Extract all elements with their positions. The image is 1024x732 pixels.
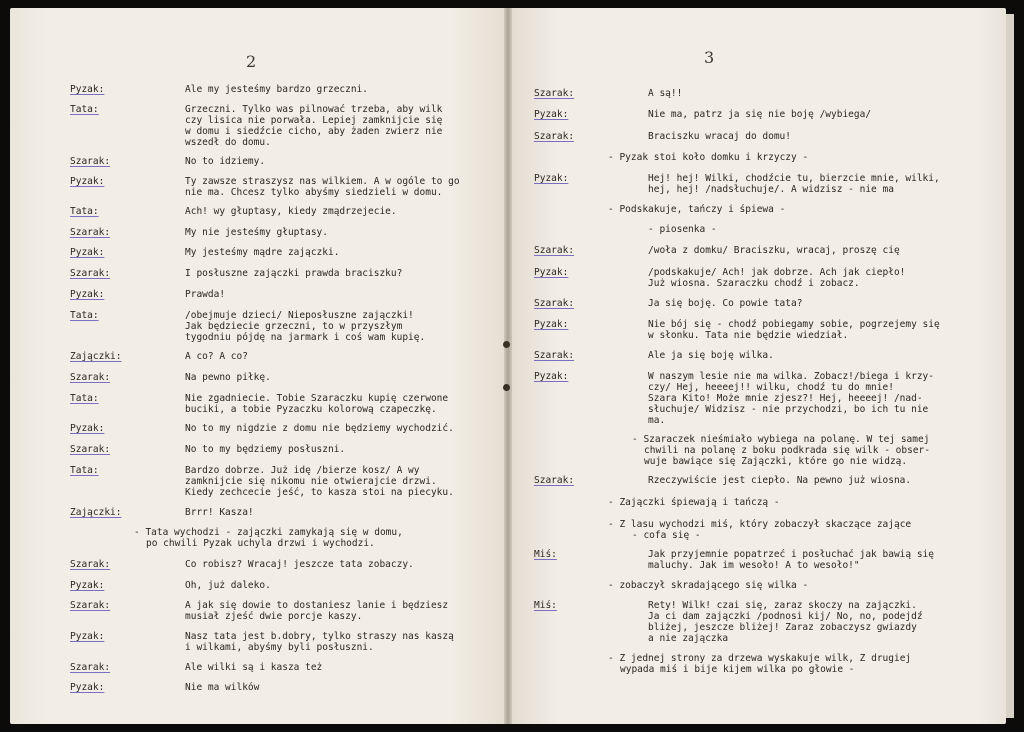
- dialogue-line: /obejmuje dzieci/ Nieposłuszne zajączki!: [185, 310, 414, 321]
- staple-hole: [503, 341, 510, 348]
- dialogue-line: i wilkami, abyśmy byli posłuszni.: [185, 642, 374, 653]
- dialogue-line: buciki, a tobie Pyzaczku kolorową czapeczkę.: [185, 404, 437, 415]
- dialogue-line: Na pewno piłkę.: [185, 372, 271, 383]
- stage-direction: po chwili Pyzak uchyla drzwi i wychodzi.: [146, 538, 375, 549]
- dialogue-line: Prawda!: [185, 289, 226, 300]
- dialogue-line: Ja się boję. Co powie tata?: [648, 298, 803, 309]
- speaker-label: Szarak:: [70, 559, 111, 570]
- dialogue-line: Bardzo dobrze. Już idę /bierze kosz/ A wy: [185, 465, 420, 476]
- stage-direction: - Pyzak stoi koło domku i krzyczy -: [608, 152, 809, 163]
- dialogue-line: Nie zgadniecie. Tobie Szaraczku kupię czerwone: [185, 393, 449, 404]
- speaker-label: Szarak:: [70, 372, 111, 383]
- dialogue-line: Kiedy zechcecie jeść, to kasza stoi na piecyku.: [185, 487, 454, 498]
- dialogue-line: Nasz tata jest b.dobry, tylko straszy nas kaszą: [185, 631, 454, 642]
- stage-direction: - Podskakuje, tańczy i śpiewa -: [608, 204, 786, 215]
- book-gutter: [504, 8, 512, 724]
- dialogue-line: Ale wilki są i kasza też: [185, 662, 323, 673]
- stage-direction: - Szaraczek nieśmiało wybiega na polanę. W tej samej: [632, 434, 930, 445]
- dialogue-line: Nie ma, patrz ja się nie boję /wybiega/: [648, 109, 872, 120]
- page-number: 3: [704, 48, 715, 67]
- speaker-label: Szarak:: [70, 268, 111, 279]
- stage-direction: - cofa się -: [632, 530, 701, 541]
- dialogue-line: Ach! wy głuptasy, kiedy zmądrzejecie.: [185, 206, 397, 217]
- speaker-label: Pyzak:: [534, 319, 569, 330]
- dialogue-line: Rety! Wilk! czai się, zaraz skoczy na zajączki.: [648, 600, 917, 611]
- dialogue-line: My nie jesteśmy głuptasy.: [185, 227, 328, 238]
- speaker-label: Szarak:: [534, 245, 575, 256]
- dialogue-line: A jak się dowie to dostaniesz lanie i będziesz: [185, 600, 449, 611]
- dialogue-line: Jak będziecie grzeczni, to w przyszłym: [185, 321, 403, 332]
- speaker-label: Pyzak:: [70, 176, 105, 187]
- dialogue-line: czy/ Hej, heeeej!! wilku, chodź tu do mnie!: [648, 382, 894, 393]
- dialogue-line: Ty zawsze straszysz nas wilkiem. A w ogóle to go: [185, 176, 460, 187]
- dialogue-line: bliżej, jeszcze bliżej! Zaraz zobaczysz gwiazdy: [648, 622, 917, 633]
- stage-direction: chwili na polanę z boku podkrada się wilk - obser-: [644, 445, 930, 456]
- dialogue-line: czy lisica nie porwała. Lepiej zamknijcie się: [185, 115, 443, 126]
- dialogue-line: /podskakuje/ Ach! jak dobrze. Ach jak ciepło!: [648, 267, 906, 278]
- dialogue-line: A co? A co?: [185, 351, 248, 362]
- speaker-label: Pyzak:: [70, 423, 105, 434]
- dialogue-line: /woła z domku/ Braciszku, wracaj, proszę cię: [648, 245, 900, 256]
- dialogue-line: nie ma. Chcesz tylko abyśmy siedzieli w domu.: [185, 187, 443, 198]
- dialogue-line: No to my nigdzie z domu nie będziemy wychodzić.: [185, 423, 454, 434]
- right-page: [510, 8, 1006, 724]
- dialogue-line: maluchy. Jak im wesoło! A to wesoło!": [648, 560, 860, 571]
- speaker-label: Pyzak:: [70, 84, 105, 95]
- speaker-label: Miś:: [534, 600, 557, 611]
- speaker-label: Tata:: [70, 465, 99, 476]
- staple-hole: [503, 384, 510, 391]
- stage-direction: - Z lasu wychodzi miś, który zobaczył skaczące zające: [608, 519, 912, 530]
- speaker-label: Pyzak:: [70, 289, 105, 300]
- page-stack-edge: [1006, 14, 1014, 718]
- speaker-label: Zajączki:: [70, 351, 122, 362]
- speaker-label: Szarak:: [534, 88, 575, 99]
- dialogue-line: słuchuje/ Widzisz - nie przychodzi, bo ich tu nie: [648, 404, 929, 415]
- speaker-label: Pyzak:: [70, 580, 105, 591]
- speaker-label: Pyzak:: [70, 247, 105, 258]
- dialogue-line: tygodniu pójdę na jarmark i coś wam kupię.: [185, 332, 426, 343]
- speaker-label: Tata:: [70, 104, 99, 115]
- stage-direction: - Tata wychodzi - zajączki zamykają się w domu,: [134, 527, 403, 538]
- dialogue-line: A są!!: [648, 88, 683, 99]
- speaker-label: Pyzak:: [534, 371, 569, 382]
- dialogue-line: Braciszku wracaj do domu!: [648, 131, 791, 142]
- dialogue-line: wszedł do domu.: [185, 137, 271, 148]
- speaker-label: Pyzak:: [534, 109, 569, 120]
- speaker-label: Szarak:: [70, 156, 111, 167]
- speaker-label: Miś:: [534, 549, 557, 560]
- dialogue-line: w słonku. Tata nie będzie wiedział.: [648, 330, 849, 341]
- dialogue-line: ma.: [648, 415, 666, 426]
- dialogue-line: Nie bój się - chodź pobiegamy sobie, pogrzejemy się: [648, 319, 940, 330]
- page-number: 2: [246, 52, 257, 71]
- stage-direction: - piosenka -: [648, 224, 717, 235]
- speaker-label: Szarak:: [534, 298, 575, 309]
- dialogue-line: No to my będziemy posłuszni.: [185, 444, 346, 455]
- dialogue-line: No to idziemy.: [185, 156, 266, 167]
- dialogue-line: Co robisz? Wracaj! jeszcze tata zobaczy.: [185, 559, 414, 570]
- speaker-label: Szarak:: [534, 350, 575, 361]
- speaker-label: Szarak:: [70, 227, 111, 238]
- speaker-label: Tata:: [70, 393, 99, 404]
- stage-direction: wypada miś i bije kijem wilka po głowie -: [620, 664, 855, 675]
- speaker-label: Szarak:: [70, 600, 111, 611]
- dialogue-line: Nie ma wilków: [185, 682, 260, 693]
- speaker-label: Pyzak:: [70, 631, 105, 642]
- dialogue-line: Szara Kito! Może mnie zjesz?! Hej, heeeej! /nad-: [648, 393, 923, 404]
- dialogue-line: musiał zjeść dwie porcje kaszy.: [185, 611, 363, 622]
- speaker-label: Szarak:: [534, 475, 575, 486]
- dialogue-line: W naszym lesie nie ma wilka. Zobacz!/biega i krzy-: [648, 371, 934, 382]
- dialogue-line: Jak przyjemnie popatrzeć i posłuchać jak bawią się: [648, 549, 934, 560]
- speaker-label: Zajączki:: [70, 507, 122, 518]
- stage-direction: wuje bawiące się Zajączki, które go nie widzą.: [644, 456, 908, 467]
- speaker-label: Szarak:: [534, 131, 575, 142]
- dialogue-line: zamknijcie się nikomu nie otwierajcie drzwi.: [185, 476, 437, 487]
- dialogue-line: Brrr! Kasza!: [185, 507, 254, 518]
- dialogue-line: I posłuszne zajączki prawda braciszku?: [185, 268, 403, 279]
- dialogue-line: Oh, już daleko.: [185, 580, 271, 591]
- dialogue-line: Rzeczywiście jest ciepło. Na pewno już wiosna.: [648, 475, 912, 486]
- stage-direction: - Z jednej strony za drzewa wyskakuje wilk, Z drugiej: [608, 653, 912, 664]
- dialogue-line: Ale ja się boję wilka.: [648, 350, 774, 361]
- dialogue-line: w domu i siedźcie cicho, aby żaden zwierz nie: [185, 126, 443, 137]
- dialogue-line: Hej! hej! Wilki, chodźcie tu, bierzcie mnie, wilki,: [648, 173, 940, 184]
- dialogue-line: Grzeczni. Tylko was pilnować trzeba, aby wilk: [185, 104, 443, 115]
- speaker-label: Pyzak:: [70, 682, 105, 693]
- stage-direction: - Zajączki śpiewają i tańczą -: [608, 497, 780, 508]
- dialogue-line: Ja ci dam zajączki /podnosi kij/ No, no, podejdź: [648, 611, 923, 622]
- speaker-label: Pyzak:: [534, 267, 569, 278]
- left-page: [10, 8, 508, 724]
- stage-direction: - zobaczył skradającego się wilka -: [608, 580, 809, 591]
- speaker-label: Tata:: [70, 206, 99, 217]
- dialogue-line: My jesteśmy mądre zajączki.: [185, 247, 340, 258]
- speaker-label: Szarak:: [70, 444, 111, 455]
- dialogue-line: Ale my jesteśmy bardzo grzeczni.: [185, 84, 369, 95]
- speaker-label: Pyzak:: [534, 173, 569, 184]
- speaker-label: Szarak:: [70, 662, 111, 673]
- dialogue-line: Już wiosna. Szaraczku chodź i zobacz.: [648, 278, 860, 289]
- dialogue-line: hej, hej! /nadsłuchuje/. A widzisz - nie ma: [648, 184, 894, 195]
- dialogue-line: a nie zajączka: [648, 633, 729, 644]
- speaker-label: Tata:: [70, 310, 99, 321]
